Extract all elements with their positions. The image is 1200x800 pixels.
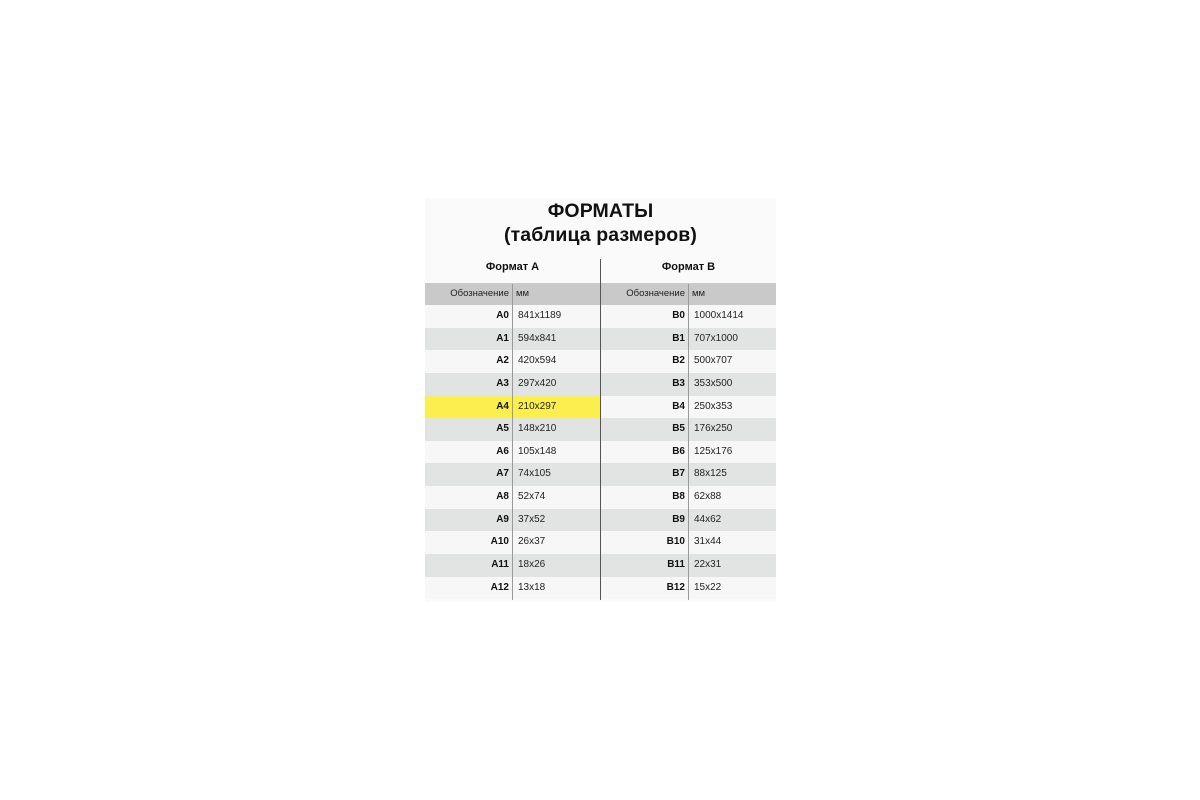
format-code: A10 xyxy=(490,536,509,548)
format-size: 88x125 xyxy=(694,468,727,480)
column-divider xyxy=(688,284,689,600)
format-code: B10 xyxy=(666,536,685,548)
format-size: 62x88 xyxy=(694,491,722,503)
format-code: A0 xyxy=(496,310,509,321)
format-code: A2 xyxy=(496,355,509,367)
format-code: B1 xyxy=(672,332,685,344)
format-code: A4 xyxy=(496,400,509,412)
format-size: 420x594 xyxy=(518,355,557,367)
format-code: B7 xyxy=(672,468,685,480)
format-size: 26x37 xyxy=(518,536,546,548)
format-size: 31x44 xyxy=(694,536,722,548)
format-code: A5 xyxy=(496,423,509,435)
format-size: 707x1000 xyxy=(694,332,738,344)
format-code: A8 xyxy=(496,491,509,503)
format-code: B0 xyxy=(672,310,685,321)
format-code: A12 xyxy=(490,581,509,593)
column-divider xyxy=(512,284,513,600)
format-code: B12 xyxy=(666,581,685,593)
column-header-code: Обозначение xyxy=(450,288,509,299)
format-code: A6 xyxy=(496,445,509,457)
column-header-mm: мм xyxy=(516,288,530,299)
format-size: 250x353 xyxy=(694,400,733,412)
page-title xyxy=(425,198,776,247)
format-a-heading: Формат А xyxy=(485,261,540,273)
format-size: 105x148 xyxy=(518,445,557,457)
format-size: 15x22 xyxy=(694,581,722,593)
title-line-1: ФОРМАТЫ xyxy=(547,200,654,222)
format-size: 125x176 xyxy=(694,445,733,457)
format-code: A1 xyxy=(496,332,509,344)
format-code: B9 xyxy=(672,513,685,525)
formats-table-card xyxy=(425,198,776,602)
format-code: B5 xyxy=(672,423,685,435)
format-size: 210x297 xyxy=(518,400,557,412)
format-size: 18x26 xyxy=(518,559,546,571)
format-size: 500x707 xyxy=(694,355,733,367)
format-size: 1000x1414 xyxy=(694,310,744,321)
format-size: 148x210 xyxy=(518,423,557,435)
table-divider xyxy=(600,259,601,600)
format-size: 176x250 xyxy=(694,423,733,435)
format-code: B2 xyxy=(672,355,685,367)
format-code: B8 xyxy=(672,491,685,503)
format-size: 13x18 xyxy=(518,581,546,593)
format-size: 841x1189 xyxy=(518,310,562,321)
format-code: A7 xyxy=(496,468,509,480)
format-size: 37x52 xyxy=(518,513,546,525)
format-size: 353x500 xyxy=(694,377,733,389)
format-size: 297x420 xyxy=(518,377,557,389)
format-code: A3 xyxy=(496,377,509,389)
format-size: 44x62 xyxy=(694,513,722,525)
format-size: 22x31 xyxy=(694,559,722,571)
format-code: B6 xyxy=(672,445,685,457)
format-b-heading: Формат В xyxy=(661,261,716,273)
format-code: B11 xyxy=(667,559,685,571)
column-header-mm: мм xyxy=(692,288,706,299)
format-size: 52x74 xyxy=(518,491,546,503)
format-size: 594x841 xyxy=(518,332,557,344)
format-size: 74x105 xyxy=(518,468,551,480)
format-code: A9 xyxy=(496,513,509,525)
format-code: B4 xyxy=(672,400,685,412)
format-code: B3 xyxy=(672,377,685,389)
title-line-2: (таблица размеров) xyxy=(504,224,697,246)
column-header-code: Обозначение xyxy=(626,288,685,299)
format-code: A11 xyxy=(491,559,509,571)
